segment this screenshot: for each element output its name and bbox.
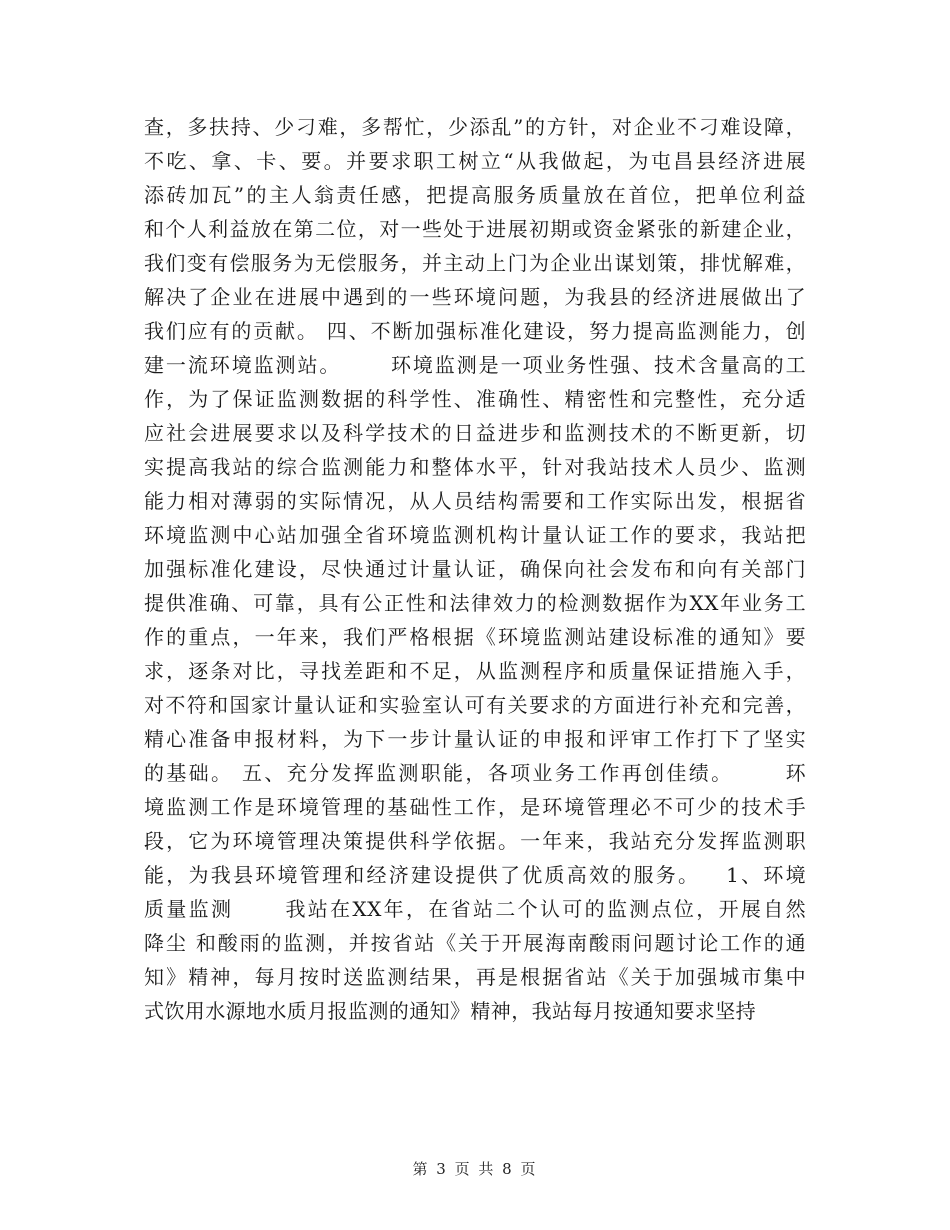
text-line: 质量监测 我站在XX年，在省站二个认可的监测点位，开展自然 [144, 897, 806, 921]
text-line: 式饮用水源地水质月报监测的通知》精神，我站每月按通知要求坚持 [144, 999, 756, 1023]
page-number-footer: 第 3 页 共 8 页 [412, 1160, 538, 1178]
text-line: 我们应有的贡献。 四、不断加强标准化建设，努力提高监测能力，创 [144, 319, 806, 343]
text-line: 的基础。 五、充分发挥监测职能，各项业务工作再创佳绩。 环 [144, 761, 806, 785]
text-line: 实提高我站的综合监测能力和整体水平，针对我站技术人员少、监测 [144, 455, 806, 479]
text-line: 境监测工作是环境管理的基础性工作，是环境管理必不可少的技术手 [144, 795, 806, 819]
text-line: 作的重点，一年来，我们严格根据《环境监测站建设标准的通知》要 [144, 625, 806, 649]
text-line: 作，为了保证监测数据的科学性、准确性、精密性和完整性，充分适 [144, 387, 806, 411]
text-line: 建一流环境监测站。 环境监测是一项业务性强、技术含量高的工 [144, 353, 806, 377]
text-line: 查，多扶持、少刁难，多帮忙，少添乱”的方针，对企业不刁难设障， [144, 115, 806, 139]
text-line: 段，它为环境管理决策提供科学依据。一年来，我站充分发挥监测职 [144, 829, 806, 853]
text-line: 降尘 和酸雨的监测，并按省站《关于开展海南酸雨问题讨论工作的通 [144, 931, 806, 955]
text-line: 应社会进展要求以及科学技术的日益进步和监测技术的不断更新，切 [144, 421, 806, 445]
text-line: 解决了企业在进展中遇到的一些环境问题，为我县的经济进展做出了 [144, 285, 806, 309]
text-line: 能，为我县环境管理和经济建设提供了优质高效的服务。 1、环境 [144, 863, 806, 887]
text-line: 环境监测中心站加强全省环境监测机构计量认证工作的要求，我站把 [144, 523, 806, 547]
text-line: 知》精神，每月按时送监测结果，再是根据省站《关于加强城市集中 [144, 965, 806, 989]
body-text [144, 110, 806, 1028]
text-line: 对不符和国家计量认证和实验室认可有关要求的方面进行补充和完善， [144, 693, 806, 717]
text-line: 提供准确、可靠，具有公正性和法律效力的检测数据作为XX年业务工 [144, 591, 806, 615]
text-line: 不吃、拿、卡、要。并要求职工树立“从我做起，为屯昌县经济进展 [144, 149, 806, 173]
text-line: 添砖加瓦”的主人翁责任感，把提高服务质量放在首位，把单位利益 [144, 183, 806, 207]
text-line: 我们变有偿服务为无偿服务，并主动上门为企业出谋划策，排忧解难， [144, 251, 806, 275]
text-line: 求，逐条对比，寻找差距和不足，从监测程序和质量保证措施入手， [144, 659, 806, 683]
text-line: 和个人利益放在第二位，对一些处于进展初期或资金紧张的新建企业， [144, 217, 806, 241]
text-line: 能力相对薄弱的实际情况，从人员结构需要和工作实际出发，根据省 [144, 489, 806, 513]
text-line: 精心准备申报材料，为下一步计量认证的申报和评审工作打下了坚实 [144, 727, 806, 751]
text-line: 加强标准化建设，尽快通过计量认证，确保向社会发布和向有关部门 [144, 557, 806, 581]
